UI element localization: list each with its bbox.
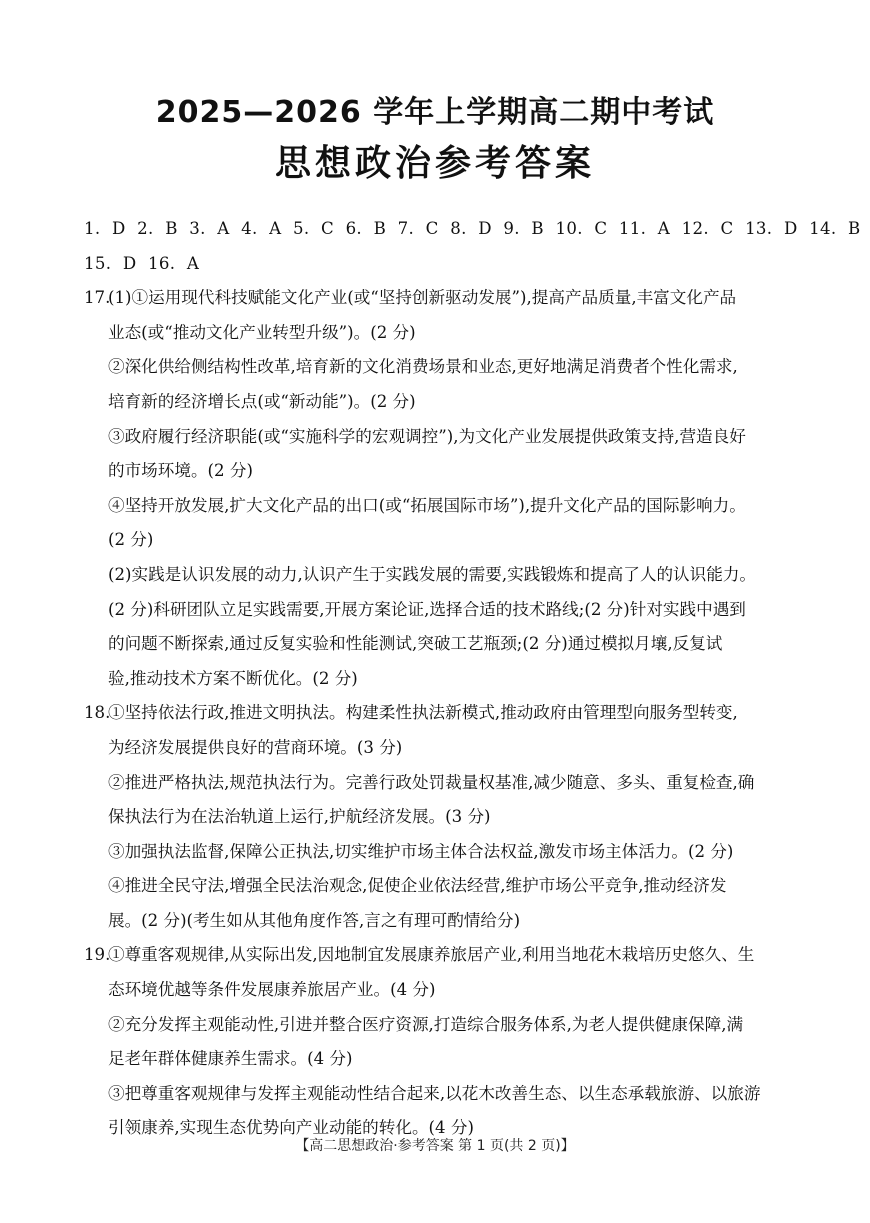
- q19-line: ③把尊重客观规律与发挥主观能动性结合起来,以花木改善生态、以生态承载旅游、以旅游: [108, 1083, 761, 1103]
- q19-number: 19.: [84, 945, 111, 965]
- question-19: [84, 938, 792, 1146]
- q18-line: ②推进严格执法,规范执法行为。完善行政处罚裁量权基准,减少随意、多头、重复检查,确: [108, 772, 755, 792]
- q17-line: 培育新的经济增长点(或“新动能”)。(2 分): [108, 391, 416, 411]
- mc-answers-line-2: 15. D 16. A: [84, 253, 200, 273]
- q18-text: ①坚持依法行政,推进文明执法。构建柔性执法新模式,推动政府由管理型向服务型转变,: [108, 703, 738, 723]
- q19-line: [84, 938, 792, 973]
- q19-line: 态环境优越等条件发展康养旅居产业。(4 分): [108, 980, 436, 1000]
- q17-line: ④坚持开放发展,扩大文化产品的出口(或“拓展国际市场”),提升文化产品的国际影响力。: [108, 495, 746, 515]
- q18-line: [84, 696, 792, 731]
- q19-line: 引领康养,实现生态优势向产业动能的转化。(4 分): [108, 1118, 474, 1138]
- answer-key-title: 思想政治参考答案: [274, 143, 595, 184]
- q17-line: [84, 281, 792, 316]
- q18-line: 展。(2 分)(考生如从其他角度作答,言之有理可酌情给分): [108, 910, 521, 930]
- q18-line: 为经济发展提供良好的营商环境。(3 分): [108, 737, 403, 757]
- question-17: [84, 281, 792, 696]
- q17-text: (1)①运用现代科技赋能文化产业(或“坚持创新驱动发展”),提高产品质量,丰富文化产品: [108, 288, 737, 308]
- q17-line: (2 分)科研团队立足实践需要,开展方案论证,选择合适的技术路线;(2 分)针对实践中遇到: [108, 599, 746, 619]
- q17-number: 17.: [84, 288, 111, 308]
- q17-line: 验,推动技术方案不断优化。(2 分): [108, 668, 358, 688]
- q17-line: 的问题不断探索,通过反复实验和性能测试,突破工艺瓶颈;(2 分)通过模拟月壤,反复试: [108, 634, 723, 654]
- q18-line: ③加强执法监督,保障公正执法,切实维护市场主体合法权益,激发市场主体活力。(2 分): [108, 841, 734, 861]
- q18-line: 保执法行为在法治轨道上运行,护航经济发展。(3 分): [108, 807, 491, 827]
- q19-line: 足老年群体健康养生需求。(4 分): [108, 1049, 353, 1069]
- q17-line: (2 分): [108, 530, 154, 550]
- q17-line: 的市场环境。(2 分): [108, 461, 253, 481]
- q17-line: ②深化供给侧结构性改革,培育新的文化消费场景和业态,更好地满足消费者个性化需求,: [108, 357, 738, 377]
- q18-number: 18.: [84, 703, 111, 723]
- q17-line: 业态(或“推动文化产业转型升级”)。(2 分): [108, 322, 416, 342]
- q19-line: ②充分发挥主观能动性,引进并整合医疗资源,打造综合服务体系,为老人提供健康保障,满: [108, 1014, 744, 1034]
- mc-answers-line-1: 1. D 2. B 3. A 4. A 5. C 6. B 7. C 8. D 9. B 10. C 11. A 12. C 13. D 14. B: [84, 219, 861, 238]
- page-footer: 【高二思想政治·参考答案 第 1 页(共 2 页)】: [295, 1138, 575, 1154]
- q17-line: ③政府履行经济职能(或“实施科学的宏观调控”),为文化产业发展提供政策支持,营造良好: [108, 426, 746, 446]
- q17-line: (2)实践是认识发展的动力,认识产生于实践发展的需要,实践锻炼和提高了人的认识能力。: [108, 564, 757, 584]
- q19-text: ①尊重客观规律,从实际出发,因地制宜发展康养旅居产业,利用当地花木栽培历史悠久、生: [108, 945, 755, 965]
- question-18: [84, 696, 792, 938]
- exam-title: 2025—2026 学年上学期高二期中考试: [155, 95, 715, 130]
- answer-body: [84, 212, 861, 1146]
- q18-line: ④推进全民守法,增强全民法治观念,促使企业依法经营,维护市场公平竞争,推动经济发: [108, 876, 727, 896]
